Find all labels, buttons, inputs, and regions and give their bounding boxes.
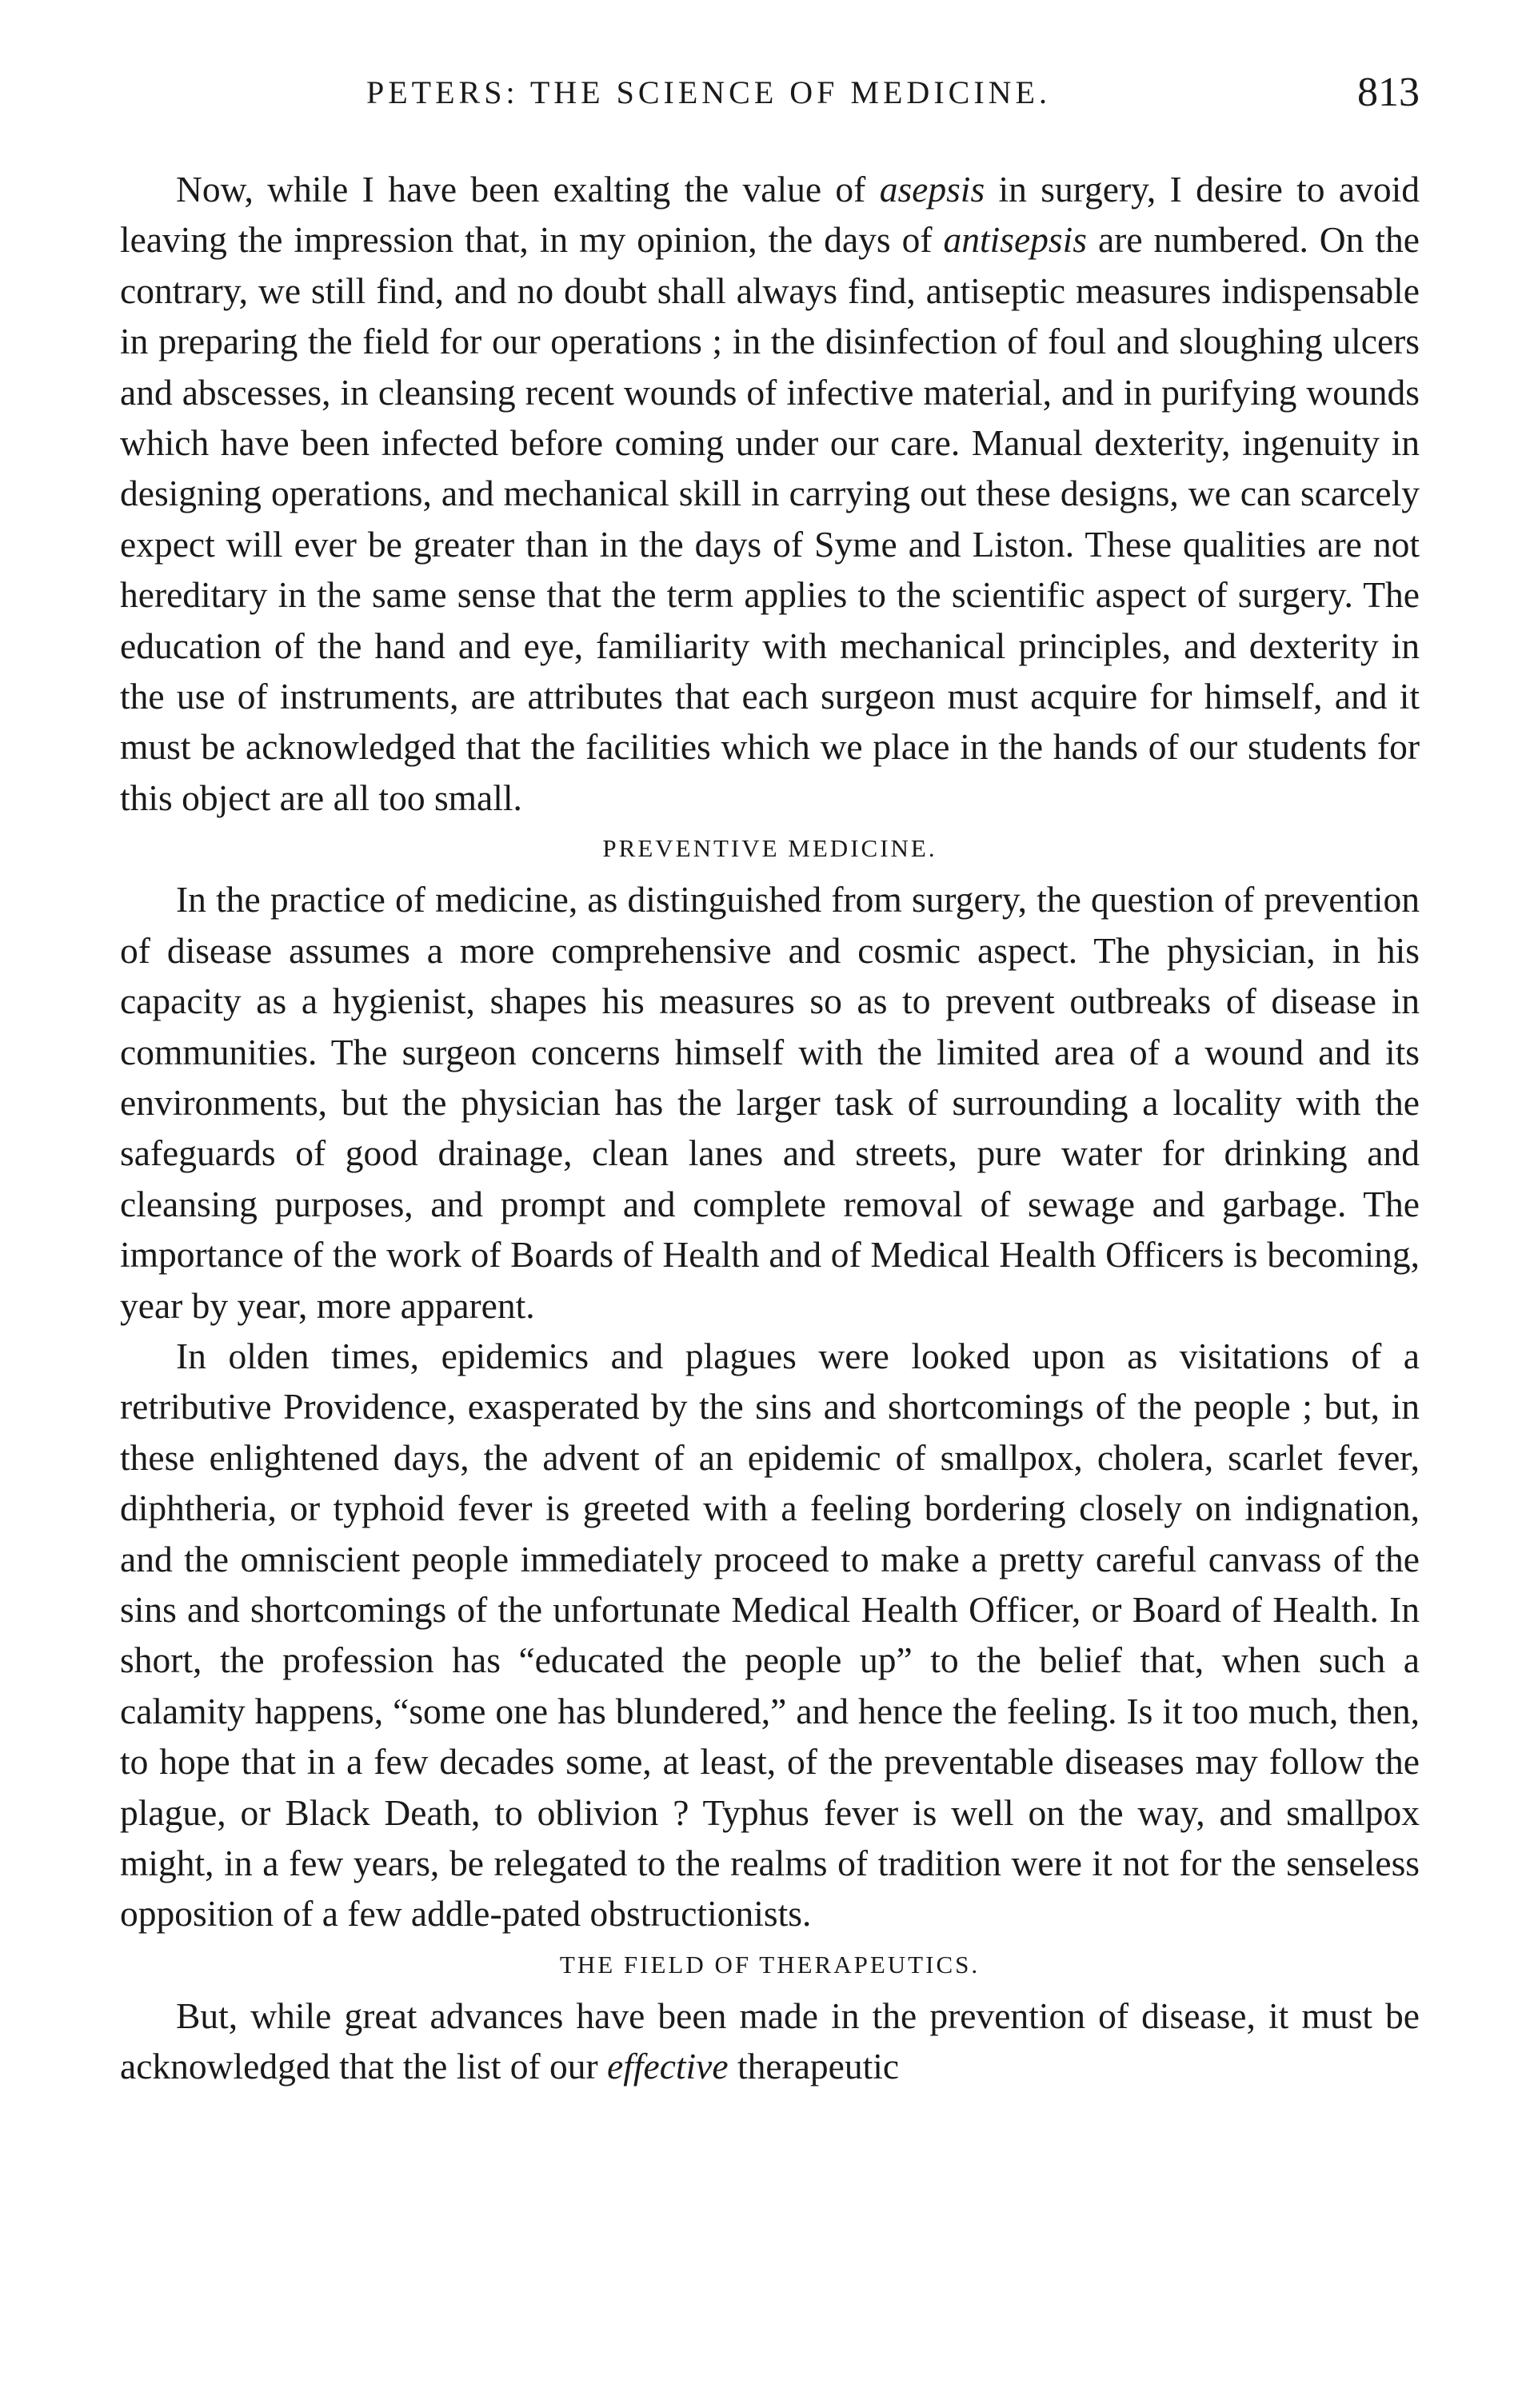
paragraph-asepsis-text-1: Now, while I have been exalting the value of <box>176 169 880 210</box>
italic-asepsis: asepsis <box>879 169 985 210</box>
paragraph-epidemics: In olden times, epidemics and plagues were looked upon as visitations of a retributive Providence, exasperated by the sins and shortcomings of the people ; but, in these enlightened days, the advent of an epidemic of smallpox, cholera, scarlet fever, diphtheria, or typhoid fever is greeted with a feeling bordering closely on indignation, and the omniscient people immediately proceed to make a pretty careful canvass of the sins and shortcomings of the unfortunate Medical Health Officer, or Board of Health. In short, the profession has “educated the people up” to the belief that, when such a calamity happens, “some one has blundered,” and hence the feeling. Is it too much, then, to hope that in a few decades some, at least, of the preventable diseases may follow the plague, or Black Death, to oblivion ? Typhus fever is well on the way, and smallpox might, in a few years, be relegated to the realms of tradition were it not for the senseless opposition of a few addle-pated obstructionists. <box>120 1335 1420 1935</box>
paragraph-asepsis <box>120 164 1420 823</box>
italic-effective: effective <box>607 2046 729 2087</box>
section-heading-field-of-therapeutics: THE FIELD OF THERAPEUTICS. <box>559 1950 981 1979</box>
running-head <box>120 70 1420 122</box>
paragraph-asepsis-text-3: are numbered. On the contrary, we still find, and no doubt shall always find, antiseptic measures indispensable in preparing the field for our operations ; in the disinfection of foul and sloughing ulcers and abscesses, in cleansing recent wounds of infective material, and in purifying wounds which have been infected before coming under our care. Manual dexterity, ingenuity in designing operations, and mechanical skill in carrying out these designs, we can scarcely expect will ever be greater than in the days of Syme and Liston. These qualities are not hereditary in the same sense that the term applies to the scientific aspect of surgery. The education of the hand and eye, familiarity with mechanical principles, and dexterity in the use of instruments, are attributes that each surgeon must acquire for himself, and it must be acknowledged that the facilities which we place in the hands of our students for this object are all too small. <box>120 219 1420 818</box>
paragraph-asepsis-text-2: in surgery, I desire to avoid leaving the impression that, in my opinion, the days of <box>120 169 1420 261</box>
italic-antisepsis: antisepsis <box>943 219 1087 261</box>
body-text <box>120 164 1420 2092</box>
paragraph-therapeutics-text-1: But, while great advances have been made in the prevention of disease, it must be acknowledged that the list of our <box>120 1995 1420 2087</box>
page-number: 813 <box>1357 70 1420 115</box>
section-heading-preventive-medicine: PREVENTIVE MEDICINE. <box>602 834 937 863</box>
paragraph-therapeutics-text-2: therapeutic <box>728 2046 900 2087</box>
paragraph-therapeutics <box>120 1991 1420 2092</box>
paragraph-preventive-medicine: In the practice of medicine, as distinguished from surgery, the question of prevention of disease assumes a more comprehensive and cosmic aspect. The physician, in his capacity as a hygienist, shapes his measures so as to prevent outbreaks of disease in communities. The surgeon concerns himself with the limited area of a wound and its environments, but the physician has the larger task of surrounding a locality with the safeguards of good drainage, clean lanes and streets, pure water for drinking and cleansing purposes, and prompt and complete removal of sewage and garbage. The importance of the work of Boards of Health and of Medical Health Officers is becoming, year by year, more apparent. <box>120 879 1420 1326</box>
running-title: PETERS: THE SCIENCE OF MEDICINE. <box>366 74 1051 110</box>
